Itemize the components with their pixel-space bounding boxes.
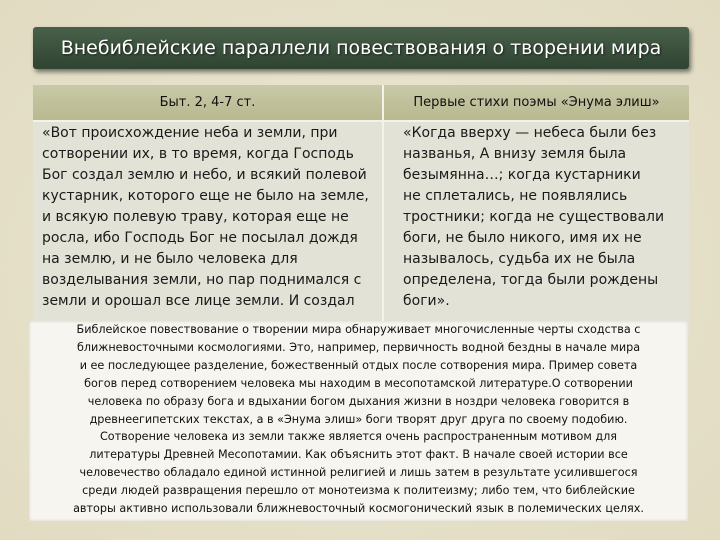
- commentary-line: человечество обладало единой истинной религией и лишь затем в результате усилившегося: [79, 466, 638, 480]
- enuma-elish-line: тростники; когда не существовали: [403, 209, 665, 225]
- genesis-line: и всякую полевую траву, которая еще не: [42, 209, 349, 225]
- enuma-elish-text-cell: [403, 123, 685, 312]
- enuma-elish-line: определена, тогда были рождены: [403, 272, 659, 288]
- commentary-line: Библейское повествование о творении мира обнаруживает многочисленные черты сходства с: [76, 323, 641, 336]
- commentary-overlay: [29, 321, 688, 521]
- right-column-header: Первые стихи поэмы «Энума элиш»: [384, 85, 689, 120]
- enuma-elish-line: не сплетались, не появлялись: [403, 188, 628, 204]
- comparison-table: [33, 85, 689, 335]
- slide-title-bar: [33, 27, 689, 69]
- enuma-elish-line: называлось, судьба их не была: [403, 251, 636, 267]
- genesis-line: сотворении их, в то время, когда Господь: [42, 146, 354, 162]
- genesis-line: на землю, и не было человека для: [42, 251, 298, 267]
- slide-title: Внебиблейские параллели повествования о творении мира: [60, 37, 662, 59]
- genesis-line: земли и орошал все лице земли. И создал: [42, 293, 355, 309]
- commentary-line: Сотворение человека из земли также является очень распространенным мотивом для: [99, 430, 618, 444]
- genesis-text-cell: [42, 123, 382, 312]
- column-divider: [382, 85, 384, 335]
- commentary-line: ближневосточными космологиями. Это, например, первичность водной бездны в начале мира: [76, 340, 641, 354]
- genesis-line: росла, ибо Господь Бог не посылал дождя: [42, 230, 358, 246]
- enuma-elish-line: боги».: [403, 293, 450, 309]
- commentary-line: древнеегипетских текстах, а в «Энума элиш» боги творят друг друга по своему подобию.: [89, 412, 628, 426]
- genesis-line: возделывания земли, но пар поднимался с: [42, 272, 362, 288]
- row-divider: [33, 120, 689, 122]
- commentary-line: человека по образу бога и вдыхании богом дыхания жизни в ноздри человека говорится в: [87, 394, 630, 408]
- genesis-line: Бог создал землю и небо, и всякий полевой: [42, 167, 367, 183]
- genesis-line: кустарник, которого еще не было на земле,: [42, 188, 369, 204]
- commentary-line: богов перед сотворением человека мы находим в месопотамской литературе.О сотворении: [84, 376, 633, 390]
- left-column-header: Быт. 2, 4-7 ст.: [33, 85, 382, 120]
- enuma-elish-line: «Когда вверху — небеса были без: [403, 125, 657, 141]
- commentary-line: литературы Древней Месопотамии. Как объяснить этот факт. В начале своей истории все: [89, 448, 628, 462]
- commentary-line: авторы активно использовали ближневосточный космогонический язык в полемических целях.: [73, 502, 644, 516]
- commentary-line: среди людей развращения перешло от монотеизма к политеизму; либо тем, что библейские: [82, 484, 635, 498]
- genesis-line: «Вот происхождение неба и земли, при: [42, 125, 338, 141]
- commentary-line: и ее последующее разделение, божественный отдых после сотворения мира. Пример совета: [79, 358, 638, 372]
- enuma-elish-line: названья, А внизу земля была: [403, 146, 627, 162]
- enuma-elish-line: боги, не было никого, имя их не: [403, 230, 642, 246]
- enuma-elish-line: безымянна…; когда кустарники: [403, 167, 641, 183]
